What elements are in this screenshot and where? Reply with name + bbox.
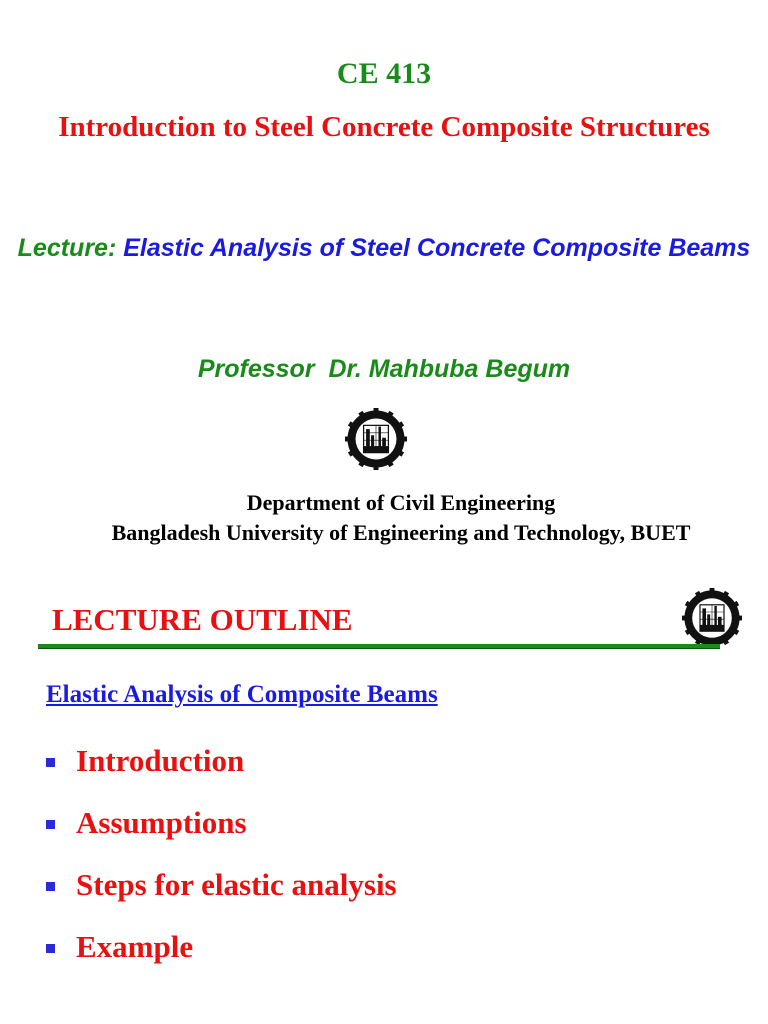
lecture-block <box>0 231 768 266</box>
outline-list <box>46 730 397 978</box>
course-code: CE 413 <box>336 57 432 90</box>
list-item-label: Introduction <box>76 743 245 778</box>
lecture-title: Elastic Analysis of Steel Concrete Composite Beams <box>123 234 751 262</box>
outline-heading: LECTURE OUTLINE <box>52 602 353 637</box>
heading-divider <box>38 644 720 649</box>
bullet-icon <box>46 944 55 953</box>
bullet-icon <box>46 758 55 767</box>
lecture-prefix: Lecture: <box>17 234 117 262</box>
university-name: Bangladesh University of Engineering and Technology, BUET <box>111 520 691 545</box>
bullet-icon <box>46 882 55 891</box>
list-item <box>46 730 397 792</box>
professor-name: Professor Dr. Mahbuba Begum <box>197 355 571 383</box>
list-item-label: Steps for elastic analysis <box>76 867 397 902</box>
list-item <box>46 854 397 916</box>
buet-gear-logo-icon <box>682 588 742 648</box>
list-item-label: Assumptions <box>76 805 247 840</box>
course-title: Introduction to Steel Concrete Composite Structures <box>58 111 710 143</box>
list-item <box>46 792 397 854</box>
institution-block <box>0 488 768 548</box>
section-link[interactable]: Elastic Analysis of Composite Beams <box>46 681 438 708</box>
list-item-label: Example <box>76 929 194 964</box>
list-item <box>46 916 397 978</box>
bullet-icon <box>46 820 55 829</box>
department-name: Department of Civil Engineering <box>246 490 556 515</box>
buet-gear-logo-icon <box>345 408 407 470</box>
